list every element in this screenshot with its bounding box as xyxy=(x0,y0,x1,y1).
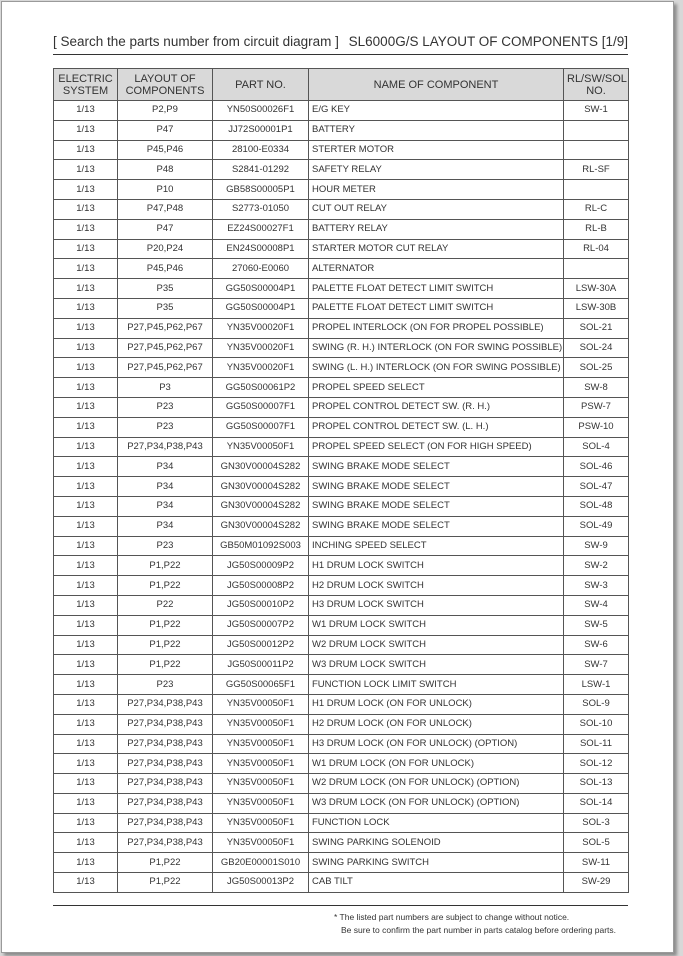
electric-system-cell: 1/13 xyxy=(54,813,118,833)
component-name-cell: H3 DRUM LOCK SWITCH xyxy=(309,595,564,615)
part-number-cell[interactable]: GG50S00007F1 xyxy=(213,417,309,437)
table-row xyxy=(54,219,629,239)
part-number-cell[interactable]: EZ24S00027F1 xyxy=(213,219,309,239)
rl-sw-sol-cell: SOL-10 xyxy=(564,714,629,734)
layout-cell: P1,P22 xyxy=(118,853,213,873)
part-number-cell[interactable]: YN35V00020F1 xyxy=(213,338,309,358)
component-name-cell: STARTER MOTOR CUT RELAY xyxy=(309,239,564,259)
part-number-cell[interactable]: JG50S00010P2 xyxy=(213,595,309,615)
layout-cell: P27,P34,P38,P43 xyxy=(118,754,213,774)
component-name-cell: H1 DRUM LOCK (ON FOR UNLOCK) xyxy=(309,694,564,714)
electric-system-cell: 1/13 xyxy=(54,516,118,536)
rl-sw-sol-cell: SW-2 xyxy=(564,556,629,576)
electric-system-cell: 1/13 xyxy=(54,615,118,635)
layout-cell: P10 xyxy=(118,180,213,200)
component-name-cell: SWING (R. H.) INTERLOCK (ON FOR SWING POSSIBLE) xyxy=(309,338,564,358)
rl-sw-sol-cell: SW-8 xyxy=(564,378,629,398)
component-name-cell: CUT OUT RELAY xyxy=(309,199,564,219)
electric-system-cell: 1/13 xyxy=(54,496,118,516)
table-row xyxy=(54,279,629,299)
part-number-cell[interactable]: JG50S00011P2 xyxy=(213,655,309,675)
rl-sw-sol-cell: SW-11 xyxy=(564,853,629,873)
table-row xyxy=(54,635,629,655)
electric-system-cell: 1/13 xyxy=(54,457,118,477)
electric-system-cell: 1/13 xyxy=(54,694,118,714)
component-name-cell: PROPEL SPEED SELECT xyxy=(309,378,564,398)
page-header xyxy=(53,33,628,55)
table-row xyxy=(54,338,629,358)
layout-cell: P22 xyxy=(118,595,213,615)
rl-sw-sol-cell: SOL-12 xyxy=(564,754,629,774)
electric-system-cell: 1/13 xyxy=(54,536,118,556)
rl-sw-sol-cell: LSW-1 xyxy=(564,675,629,695)
rl-sw-sol-cell: SOL-14 xyxy=(564,793,629,813)
note-line-1: * The listed part numbers are subject to change without notice. xyxy=(334,912,570,922)
rl-sw-sol-cell: RL-04 xyxy=(564,239,629,259)
part-number-cell[interactable]: YN35V00050F1 xyxy=(213,833,309,853)
rl-sw-sol-cell: SW-3 xyxy=(564,576,629,596)
component-name-cell: HOUR METER xyxy=(309,180,564,200)
layout-cell: P34 xyxy=(118,496,213,516)
component-name-cell: STERTER MOTOR xyxy=(309,140,564,160)
part-number-cell[interactable]: YN35V00050F1 xyxy=(213,694,309,714)
part-number-cell[interactable]: YN35V00050F1 xyxy=(213,734,309,754)
component-name-cell: SWING BRAKE MODE SELECT xyxy=(309,477,564,497)
electric-system-cell: 1/13 xyxy=(54,734,118,754)
component-name-cell: FUNCTION LOCK xyxy=(309,813,564,833)
rl-sw-sol-cell: SOL-46 xyxy=(564,457,629,477)
part-number-cell[interactable]: JG50S00007P2 xyxy=(213,615,309,635)
component-name-cell: SWING BRAKE MODE SELECT xyxy=(309,457,564,477)
rl-sw-sol-cell: RL-C xyxy=(564,199,629,219)
table-row xyxy=(54,140,629,160)
rl-sw-sol-cell: SOL-11 xyxy=(564,734,629,754)
part-number-cell[interactable]: GN30V00004S282 xyxy=(213,457,309,477)
table-row xyxy=(54,437,629,457)
table-row xyxy=(54,813,629,833)
component-name-cell: SWING (L. H.) INTERLOCK (ON FOR SWING POSSIBLE) xyxy=(309,358,564,378)
rl-sw-sol-cell xyxy=(564,120,629,140)
table-row xyxy=(54,417,629,437)
component-name-cell: SAFETY RELAY xyxy=(309,160,564,180)
rl-sw-sol-cell: SW-29 xyxy=(564,873,629,893)
electric-system-cell: 1/13 xyxy=(54,338,118,358)
note-line-2: Be sure to confirm the part number in parts catalog before ordering parts. xyxy=(341,925,616,935)
part-number-cell[interactable]: YN35V00050F1 xyxy=(213,774,309,794)
table-row xyxy=(54,378,629,398)
electric-system-cell: 1/13 xyxy=(54,259,118,279)
component-name-cell: PALETTE FLOAT DETECT LIMIT SWITCH xyxy=(309,279,564,299)
component-name-cell: CAB TILT xyxy=(309,873,564,893)
part-number-cell[interactable]: JG50S00012P2 xyxy=(213,635,309,655)
electric-system-cell: 1/13 xyxy=(54,714,118,734)
part-number-cell[interactable]: YN35V00020F1 xyxy=(213,358,309,378)
layout-cell: P1,P22 xyxy=(118,873,213,893)
rl-sw-sol-cell: SW-6 xyxy=(564,635,629,655)
table-row xyxy=(54,259,629,279)
electric-system-cell: 1/13 xyxy=(54,853,118,873)
component-name-cell: PROPEL CONTROL DETECT SW. (L. H.) xyxy=(309,417,564,437)
part-number-cell[interactable]: JG50S00009P2 xyxy=(213,556,309,576)
component-name-cell: SWING PARKING SWITCH xyxy=(309,853,564,873)
electric-system-cell: 1/13 xyxy=(54,774,118,794)
component-name-cell: PROPEL CONTROL DETECT SW. (R. H.) xyxy=(309,397,564,417)
rl-sw-sol-cell: SOL-48 xyxy=(564,496,629,516)
electric-system-cell: 1/13 xyxy=(54,219,118,239)
table-row xyxy=(54,793,629,813)
table-row xyxy=(54,120,629,140)
layout-cell: P35 xyxy=(118,279,213,299)
layout-cell: P23 xyxy=(118,417,213,437)
layout-cell: P1,P22 xyxy=(118,635,213,655)
layout-cell: P1,P22 xyxy=(118,615,213,635)
part-number-cell[interactable]: GB50M01092S003 xyxy=(213,536,309,556)
part-number-cell[interactable]: GN30V00004S282 xyxy=(213,496,309,516)
part-number-cell[interactable]: YN35V00050F1 xyxy=(213,793,309,813)
table-row xyxy=(54,556,629,576)
table-row xyxy=(54,160,629,180)
layout-cell: P27,P45,P62,P67 xyxy=(118,318,213,338)
rl-sw-sol-cell: SOL-13 xyxy=(564,774,629,794)
part-number-cell[interactable]: GG50S00004P1 xyxy=(213,298,309,318)
part-number-cell[interactable]: YN35V00050F1 xyxy=(213,714,309,734)
component-name-cell: INCHING SPEED SELECT xyxy=(309,536,564,556)
electric-system-cell: 1/13 xyxy=(54,437,118,457)
table-row xyxy=(54,536,629,556)
component-name-cell: H3 DRUM LOCK (ON FOR UNLOCK) (OPTION) xyxy=(309,734,564,754)
component-name-cell: PROPEL INTERLOCK (ON FOR PROPEL POSSIBLE) xyxy=(309,318,564,338)
layout-cell: P27,P34,P38,P43 xyxy=(118,833,213,853)
table-row xyxy=(54,754,629,774)
electric-system-cell: 1/13 xyxy=(54,576,118,596)
component-name-cell: BATTERY RELAY xyxy=(309,219,564,239)
layout-cell: P27,P34,P38,P43 xyxy=(118,774,213,794)
table-row xyxy=(54,516,629,536)
table-row xyxy=(54,873,629,893)
col-header-layout: LAYOUT OF COMPONENTS xyxy=(118,69,213,101)
electric-system-cell: 1/13 xyxy=(54,417,118,437)
footer-divider xyxy=(53,905,628,906)
layout-cell: P23 xyxy=(118,675,213,695)
component-name-cell: ALTERNATOR xyxy=(309,259,564,279)
electric-system-cell: 1/13 xyxy=(54,140,118,160)
electric-system-cell: 1/13 xyxy=(54,180,118,200)
layout-cell: P27,P34,P38,P43 xyxy=(118,734,213,754)
rl-sw-sol-cell xyxy=(564,259,629,279)
electric-system-cell: 1/13 xyxy=(54,655,118,675)
part-number-cell[interactable]: YN35V00050F1 xyxy=(213,813,309,833)
rl-sw-sol-cell: SW-5 xyxy=(564,615,629,635)
rl-sw-sol-cell: SOL-47 xyxy=(564,477,629,497)
footer-note xyxy=(334,911,616,937)
component-name-cell: BATTERY xyxy=(309,120,564,140)
layout-cell: P23 xyxy=(118,397,213,417)
table-row xyxy=(54,457,629,477)
rl-sw-sol-cell: SOL-3 xyxy=(564,813,629,833)
table-row xyxy=(54,397,629,417)
electric-system-cell: 1/13 xyxy=(54,378,118,398)
part-number-cell[interactable]: S2841-01292 xyxy=(213,160,309,180)
component-name-cell: SWING BRAKE MODE SELECT xyxy=(309,496,564,516)
table-row xyxy=(54,694,629,714)
electric-system-cell: 1/13 xyxy=(54,397,118,417)
layout-cell: P47 xyxy=(118,219,213,239)
table-header-row xyxy=(54,69,629,101)
rl-sw-sol-cell: LSW-30A xyxy=(564,279,629,299)
layout-cell: P27,P34,P38,P43 xyxy=(118,437,213,457)
layout-cell: P20,P24 xyxy=(118,239,213,259)
col-header-name: NAME OF COMPONENT xyxy=(309,69,564,101)
part-number-cell[interactable]: JG50S00013P2 xyxy=(213,873,309,893)
rl-sw-sol-cell: SOL-5 xyxy=(564,833,629,853)
rl-sw-sol-cell: PSW-7 xyxy=(564,397,629,417)
rl-sw-sol-cell xyxy=(564,140,629,160)
electric-system-cell: 1/13 xyxy=(54,239,118,259)
component-name-cell: H1 DRUM LOCK SWITCH xyxy=(309,556,564,576)
part-number-cell[interactable]: YN35V00050F1 xyxy=(213,754,309,774)
component-name-cell: PALETTE FLOAT DETECT LIMIT SWITCH xyxy=(309,298,564,318)
electric-system-cell: 1/13 xyxy=(54,595,118,615)
search-parts-title[interactable]: [ Search the parts number from circuit diagram ] xyxy=(53,34,339,49)
rl-sw-sol-cell: RL-B xyxy=(564,219,629,239)
rl-sw-sol-cell: SW-4 xyxy=(564,595,629,615)
layout-cell: P27,P45,P62,P67 xyxy=(118,338,213,358)
rl-sw-sol-cell: SOL-25 xyxy=(564,358,629,378)
rl-sw-sol-cell: SOL-21 xyxy=(564,318,629,338)
layout-cell: P47,P48 xyxy=(118,199,213,219)
layout-cell: P34 xyxy=(118,457,213,477)
electric-system-cell: 1/13 xyxy=(54,833,118,853)
electric-system-cell: 1/13 xyxy=(54,873,118,893)
electric-system-cell: 1/13 xyxy=(54,120,118,140)
part-number-cell[interactable]: GG50S00004P1 xyxy=(213,279,309,299)
part-number-cell[interactable]: GG50S00007F1 xyxy=(213,397,309,417)
rl-sw-sol-cell: SOL-4 xyxy=(564,437,629,457)
rl-sw-sol-cell: RL-SF xyxy=(564,160,629,180)
layout-cell: P27,P34,P38,P43 xyxy=(118,793,213,813)
electric-system-cell: 1/13 xyxy=(54,635,118,655)
col-header-rl-sw-sol: RL/SW/SOL NO. xyxy=(564,69,629,101)
table-row xyxy=(54,101,629,121)
part-number-cell[interactable]: GB58S00005P1 xyxy=(213,180,309,200)
electric-system-cell: 1/13 xyxy=(54,675,118,695)
layout-cell: P2,P9 xyxy=(118,101,213,121)
part-number-cell[interactable]: GG50S00061P2 xyxy=(213,378,309,398)
components-table xyxy=(53,68,629,893)
table-row xyxy=(54,774,629,794)
component-name-cell: W2 DRUM LOCK SWITCH xyxy=(309,635,564,655)
col-header-electric-system: ELECTRIC SYSTEM xyxy=(54,69,118,101)
rl-sw-sol-cell: SW-7 xyxy=(564,655,629,675)
table-row xyxy=(54,833,629,853)
table-row xyxy=(54,714,629,734)
electric-system-cell: 1/13 xyxy=(54,793,118,813)
layout-title: SL6000G/S LAYOUT OF COMPONENTS [1/9] xyxy=(348,34,628,49)
part-number-cell[interactable]: GG50S00065F1 xyxy=(213,675,309,695)
table-row xyxy=(54,199,629,219)
electric-system-cell: 1/13 xyxy=(54,199,118,219)
table-row xyxy=(54,576,629,596)
part-number-cell[interactable]: GB20E00001S010 xyxy=(213,853,309,873)
component-name-cell: SWING BRAKE MODE SELECT xyxy=(309,516,564,536)
component-name-cell: PROPEL SPEED SELECT (ON FOR HIGH SPEED) xyxy=(309,437,564,457)
table-row xyxy=(54,595,629,615)
layout-cell: P27,P34,P38,P43 xyxy=(118,694,213,714)
part-number-cell[interactable]: YN35V00050F1 xyxy=(213,437,309,457)
part-number-cell[interactable]: S2773-01050 xyxy=(213,199,309,219)
electric-system-cell: 1/13 xyxy=(54,160,118,180)
layout-cell: P47 xyxy=(118,120,213,140)
col-header-part-no: PART NO. xyxy=(213,69,309,101)
layout-cell: P45,P46 xyxy=(118,140,213,160)
component-name-cell: W1 DRUM LOCK (ON FOR UNLOCK) xyxy=(309,754,564,774)
layout-cell: P3 xyxy=(118,378,213,398)
table-row xyxy=(54,239,629,259)
layout-cell: P27,P45,P62,P67 xyxy=(118,358,213,378)
layout-cell: P1,P22 xyxy=(118,556,213,576)
rl-sw-sol-cell: SOL-9 xyxy=(564,694,629,714)
rl-sw-sol-cell: SW-1 xyxy=(564,101,629,121)
part-number-cell[interactable]: JJ72S00001P1 xyxy=(213,120,309,140)
layout-cell: P34 xyxy=(118,477,213,497)
part-number-cell[interactable]: 28100-E0334 xyxy=(213,140,309,160)
component-name-cell: H2 DRUM LOCK SWITCH xyxy=(309,576,564,596)
component-name-cell: FUNCTION LOCK LIMIT SWITCH xyxy=(309,675,564,695)
component-name-cell: SWING PARKING SOLENOID xyxy=(309,833,564,853)
rl-sw-sol-cell: SW-9 xyxy=(564,536,629,556)
table-row xyxy=(54,496,629,516)
part-number-cell[interactable]: YN35V00020F1 xyxy=(213,318,309,338)
table-row xyxy=(54,358,629,378)
part-number-cell[interactable]: GN30V00004S282 xyxy=(213,477,309,497)
layout-cell: P48 xyxy=(118,160,213,180)
electric-system-cell: 1/13 xyxy=(54,556,118,576)
rl-sw-sol-cell: PSW-10 xyxy=(564,417,629,437)
layout-cell: P34 xyxy=(118,516,213,536)
table-row xyxy=(54,318,629,338)
layout-cell: P27,P34,P38,P43 xyxy=(118,813,213,833)
electric-system-cell: 1/13 xyxy=(54,318,118,338)
table-row xyxy=(54,853,629,873)
rl-sw-sol-cell: SOL-24 xyxy=(564,338,629,358)
component-name-cell: E/G KEY xyxy=(309,101,564,121)
layout-cell: P23 xyxy=(118,536,213,556)
part-number-cell[interactable]: YN50S00026F1 xyxy=(213,101,309,121)
component-name-cell: H2 DRUM LOCK (ON FOR UNLOCK) xyxy=(309,714,564,734)
document-page xyxy=(1,1,674,953)
part-number-cell[interactable]: 27060-E0060 xyxy=(213,259,309,279)
layout-cell: P27,P34,P38,P43 xyxy=(118,714,213,734)
table-row xyxy=(54,180,629,200)
electric-system-cell: 1/13 xyxy=(54,358,118,378)
rl-sw-sol-cell xyxy=(564,180,629,200)
table-row xyxy=(54,477,629,497)
table-row xyxy=(54,298,629,318)
table-row xyxy=(54,675,629,695)
electric-system-cell: 1/13 xyxy=(54,754,118,774)
layout-cell: P35 xyxy=(118,298,213,318)
layout-cell: P1,P22 xyxy=(118,655,213,675)
component-name-cell: W1 DRUM LOCK SWITCH xyxy=(309,615,564,635)
component-name-cell: W2 DRUM LOCK (ON FOR UNLOCK) (OPTION) xyxy=(309,774,564,794)
electric-system-cell: 1/13 xyxy=(54,477,118,497)
rl-sw-sol-cell: SOL-49 xyxy=(564,516,629,536)
table-row xyxy=(54,615,629,635)
table-row xyxy=(54,734,629,754)
layout-cell: P45,P46 xyxy=(118,259,213,279)
table-row xyxy=(54,655,629,675)
layout-cell: P1,P22 xyxy=(118,576,213,596)
rl-sw-sol-cell: LSW-30B xyxy=(564,298,629,318)
part-number-cell[interactable]: GN30V00004S282 xyxy=(213,516,309,536)
electric-system-cell: 1/13 xyxy=(54,298,118,318)
component-name-cell: W3 DRUM LOCK SWITCH xyxy=(309,655,564,675)
electric-system-cell: 1/13 xyxy=(54,279,118,299)
electric-system-cell: 1/13 xyxy=(54,101,118,121)
component-name-cell: W3 DRUM LOCK (ON FOR UNLOCK) (OPTION) xyxy=(309,793,564,813)
part-number-cell[interactable]: JG50S00008P2 xyxy=(213,576,309,596)
part-number-cell[interactable]: EN24S00008P1 xyxy=(213,239,309,259)
